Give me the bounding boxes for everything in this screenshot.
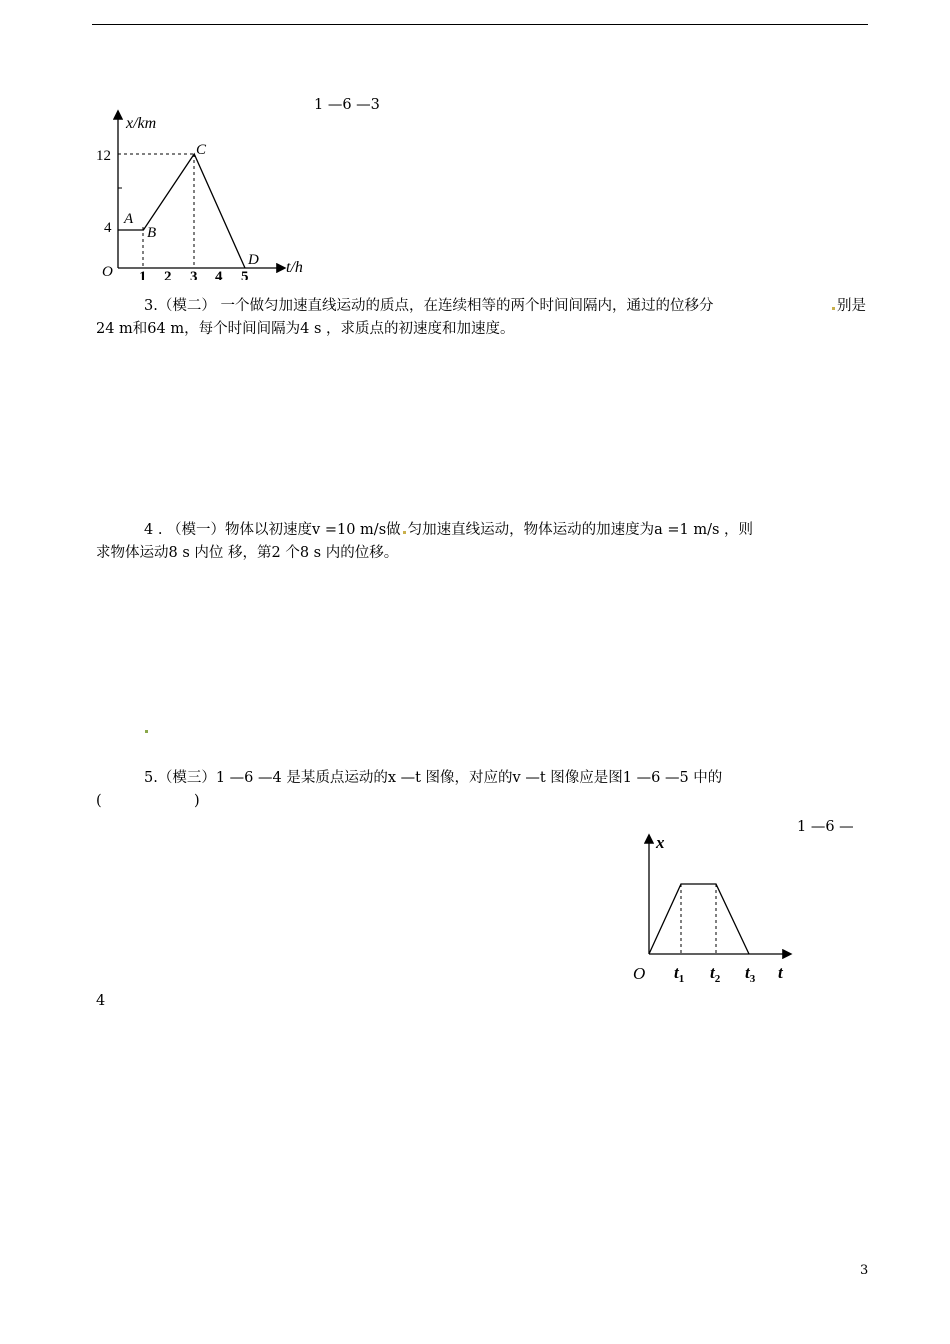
stray-dot [145,730,148,733]
figure-1-x-tick-4: 4 [215,269,223,280]
point-label-b: B [147,225,157,241]
figure-2-x-label: t [778,963,783,982]
figure-1-x-tick-3: 3 [190,269,198,280]
point-label-c: C [196,142,207,158]
figure-2-tick-t3: $t_3$ [745,963,756,985]
figure-1-y-label: x/km [126,115,157,132]
figure-1-x-tick-2: 2 [164,269,172,280]
point-label-a: A [124,211,134,227]
figure-2-origin: O [633,964,646,983]
marker-dot [832,307,835,310]
figure-2-caption-part-1: 1 —6 — [797,819,854,835]
q3-line-2: 24 m和64 m，每个时间间隔为4 s ，求质点的初速度和加速度。 [96,321,515,337]
q5-answer-close: ) [194,793,200,809]
figure-1-y-tick-4: 4 [104,220,112,236]
q4-line-1 [96,518,866,539]
figure-1-xt-graph [90,100,330,280]
q5-line-1 [96,766,866,787]
q3-line-1-text: 3.（模二） 一个做匀加速直线运动的质点，在连续相等的两个时间间隔内，通过的位移分 [144,298,714,314]
point-label-d: D [248,252,259,268]
figure-1-origin: O [102,264,113,280]
q4-line-1-a: 4 . （模一）物体以初速度v =10 m/s做 [144,522,401,538]
figure-1-x-tick-5: 5 [241,269,249,280]
page-number: 3 [860,1263,869,1278]
figure-1-y-tick-12: 12 [96,148,111,164]
q4-line-2: 求物体运动8 s 内位 移，第2 个8 s 内的位移。 [96,545,399,561]
figure-2-y-label: x [656,833,665,852]
marker-dot [403,531,406,534]
figure-2-tick-t1: $t_1$ [674,963,685,985]
q5-answer-open: ( [96,793,102,809]
figure-2-tick-t2: $t_2$ [710,963,721,985]
figure-1-caption: 1 —6 —3 [314,97,380,113]
q3-line-1-end-text: 别是 [837,298,866,314]
q3-line-1-end [830,294,866,315]
q3-line-1 [96,294,866,315]
figure-1-x-tick-1: 1 [139,269,147,280]
figure-1-x-label: t/h [286,259,303,276]
figure-2-caption-part-2: 4 [96,993,106,1009]
q4-line-1-b: 匀加速直线运动，物体运动的加速度为a =1 m/s ，则 [407,522,754,538]
q5-line-1-text: 5.（模三）1 —6 —4 是某质点运动的x —t 图像，对应的v —t 图像应是图1 —6 —5 中的 [144,770,723,786]
figure-1-data-line [118,154,245,268]
header-rule [92,24,868,25]
figure-2-xt-graph [630,830,800,990]
figure-2-data-line [649,884,749,954]
q4-line-1-text [96,518,753,539]
